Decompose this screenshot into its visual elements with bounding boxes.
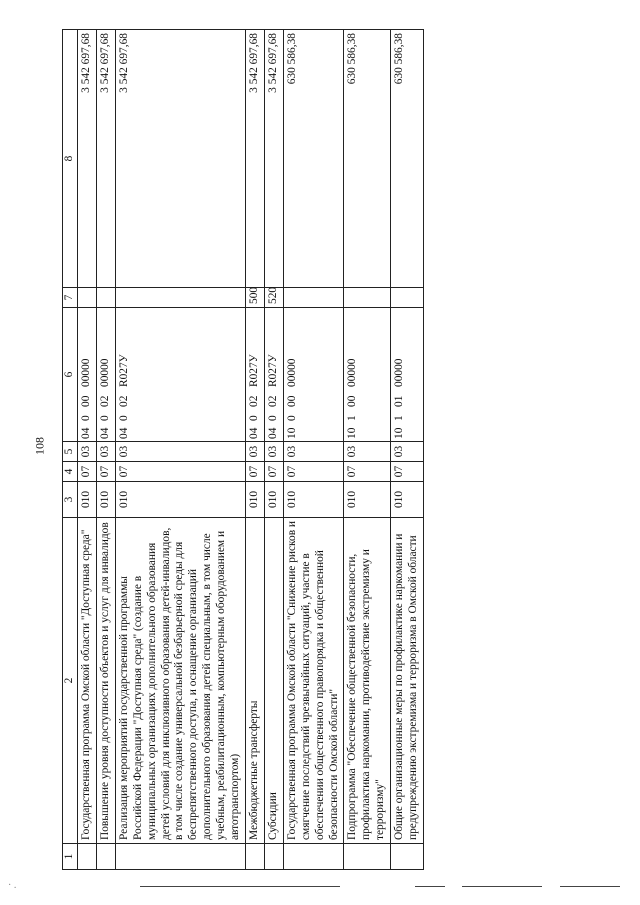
row-name-cell: Межбюджетные трансферты [245,518,264,844]
code-ministry-cell: 010 [264,482,283,518]
target-article-cell [96,308,115,442]
table-row [391,30,424,870]
target-article-part: 02 [117,395,130,407]
col-header-7: 7 [63,288,78,308]
target-article-part: 0 [80,415,92,421]
col-header-3: 3 [63,482,78,518]
col-header-1: 1 [63,844,78,870]
target-article-part: 02 [247,395,260,407]
expense-type-cell: 500 [245,288,264,308]
expense-type-cell [344,288,391,308]
target-article-part: 02 [98,395,111,407]
amount-cell: 630 586,38 [283,30,344,288]
code-ministry-cell: 010 [78,482,97,518]
code-subsection-cell: 03 [283,442,344,462]
expense-type-cell [115,288,245,308]
amount-cell: 3 542 697,68 [264,30,283,288]
target-article-part: 04 [98,427,111,439]
expense-type-cell [391,288,424,308]
row-number-cell [344,844,391,870]
expense-type-cell [283,288,344,308]
expense-type-cell [96,288,115,308]
amount-cell: 3 542 697,68 [115,30,245,288]
target-article-part: R027У [247,354,260,387]
footer-rule [560,886,620,887]
amount-cell: 630 586,38 [391,30,424,288]
code-ministry-cell: 010 [96,482,115,518]
target-article-part: 04 [117,427,130,439]
target-article-part: 04 [266,427,279,439]
row-number-cell [245,844,264,870]
target-article-part: 00000 [346,358,359,387]
row-name-cell: Подпрограмма "Обеспечение общественной безопасности, профилактика наркомании, противодействие экстремизму и терроризму" [344,518,391,844]
target-article-part: 10 [285,427,298,439]
code-ministry-cell: 010 [344,482,391,518]
code-subsection-cell: 03 [96,442,115,462]
table-row [115,30,245,870]
code-subsection-cell: 03 [78,442,97,462]
expense-type-cell [78,288,97,308]
col-header-2: 2 [63,518,78,844]
target-article-cell [264,308,283,442]
row-number-cell [78,844,97,870]
row-number-cell [264,844,283,870]
code-section-cell: 07 [344,462,391,482]
table-row [344,30,391,870]
row-number-cell [391,844,424,870]
code-subsection-cell: 03 [264,442,283,462]
amount-cell: 3 542 697,68 [78,30,97,288]
target-article-part: 04 [247,427,260,439]
target-article-part: R027У [266,354,279,387]
row-number-cell [115,844,245,870]
target-article-cell [245,308,264,442]
code-subsection-cell: 03 [115,442,245,462]
code-ministry-cell: 010 [283,482,344,518]
code-section-cell: 07 [283,462,344,482]
code-subsection-cell: 03 [391,442,424,462]
target-article-part: 00 [80,395,92,407]
target-article-part: 0 [117,415,130,421]
code-subsection-cell: 03 [245,442,264,462]
code-section-cell: 07 [391,462,424,482]
target-article-part: 0 [247,415,260,421]
code-ministry-cell: 010 [115,482,245,518]
target-article-part: 01 [393,395,406,407]
scan-artefact-dots: · . [8,880,17,891]
target-article-cell [391,308,424,442]
target-article-part: 10 [346,427,359,439]
row-name-cell: Государственная программа Омской области "Снижение рисков и смягчение последствий чрезвычайных ситуаций, участие в обеспечении общественного правопорядка и общественной безопасности Омской области" [283,518,344,844]
row-name-cell: Государственная программа Омской области "Доступная среда" [78,518,97,844]
target-article-part: 1 [393,415,406,421]
target-article-part: 04 [80,427,92,439]
row-number-cell [96,844,115,870]
amount-cell: 3 542 697,68 [96,30,115,288]
code-section-cell: 07 [115,462,245,482]
table-body [78,30,424,870]
table-row [78,30,97,870]
row-number-cell [283,844,344,870]
code-section-cell: 07 [78,462,97,482]
row-name-cell: Субсидии [264,518,283,844]
col-header-6: 6 [63,308,78,442]
table-row [283,30,344,870]
code-ministry-cell: 010 [391,482,424,518]
col-header-4: 4 [63,462,78,482]
target-article-cell [344,308,391,442]
target-article-cell [78,308,97,442]
code-section-cell: 07 [245,462,264,482]
table-row [264,30,283,870]
expense-type-cell: 520 [264,288,283,308]
row-name-cell: Реализация мероприятий государственной программы Российской Федерации "Доступная среда" (создание в муниципальных организациях дополнительного образования детей условий для инклюзивного образования детей-инвалидов, в том числе создание универсальной безбарьерной среды для беспрепятственного доступа, и оснащение организаций дополнительного образования детей специальным, в том числе учебным, реабилитационным, компьютерным оборудованием и автотранспортом) [115,518,245,844]
target-article-part: 0 [266,415,279,421]
row-name-cell: Повышение уровня доступности объектов и услуг для инвалидов [96,518,115,844]
amount-cell: 630 586,38 [344,30,391,288]
target-article-part: 00000 [98,358,111,387]
col-header-5: 5 [63,442,78,462]
target-article-part: R027У [117,354,130,387]
amount-cell: 3 542 697,68 [245,30,264,288]
table-row [245,30,264,870]
footer-rule [140,886,340,887]
row-name-cell: Общие организационные меры по профилактике наркомании и предупреждению экстремизма и терроризма в Омской области [391,518,424,844]
code-section-cell: 07 [264,462,283,482]
header-row [63,30,78,870]
target-article-part: 0 [98,415,111,421]
target-article-part: 0 [285,415,298,421]
target-article-part: 00000 [285,358,298,387]
code-section-cell: 07 [96,462,115,482]
target-article-part: 00 [346,395,359,407]
budget-table-rotated [62,30,567,870]
table-row [96,30,115,870]
budget-table [62,29,424,870]
target-article-part: 10 [393,427,406,439]
target-article-part: 02 [266,395,279,407]
target-article-part: 00 [285,395,298,407]
target-article-cell [115,308,245,442]
col-header-8: 8 [63,30,78,288]
target-article-part: 00000 [393,358,406,387]
code-subsection-cell: 03 [344,442,391,462]
footer-rule [462,886,542,887]
target-article-part: 1 [346,415,359,421]
code-ministry-cell: 010 [245,482,264,518]
target-article-cell [283,308,344,442]
footer-rule [415,886,445,887]
page-number: 108 [32,437,47,455]
target-article-part: 00000 [80,358,92,387]
